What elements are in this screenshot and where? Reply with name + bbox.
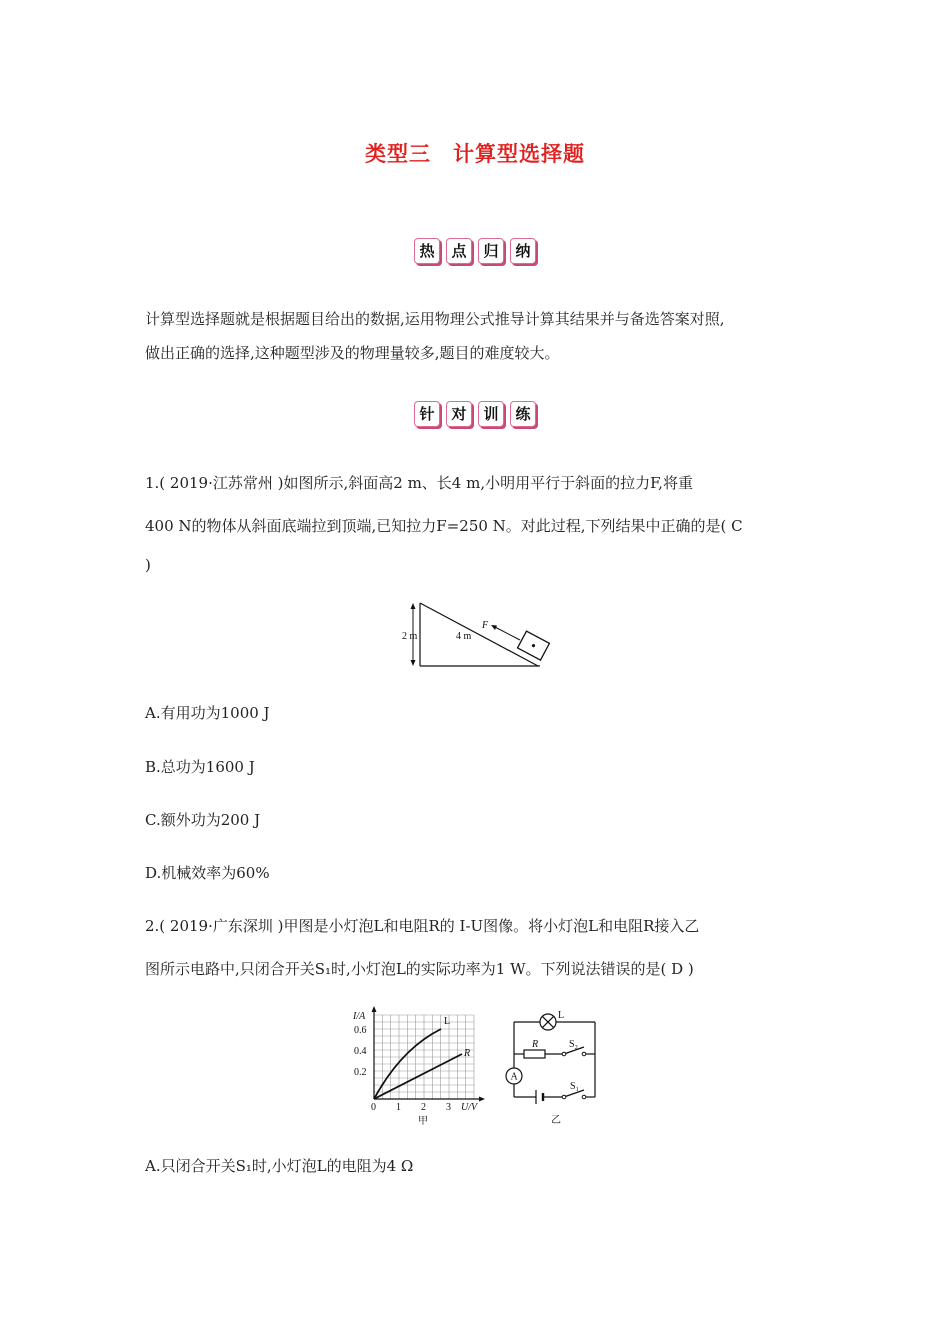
- battery-symbol: [536, 1090, 543, 1104]
- summary-char-1: 热: [414, 238, 440, 264]
- practice-char-1: 针: [414, 401, 440, 427]
- switch1-node-right: [582, 1095, 586, 1099]
- practice-char-3: 训: [478, 401, 504, 427]
- q2-line-2: 图所示电路中,只闭合开关S₁时,小灯泡L的实际功率为1 W。下列说法错误的是( D ): [145, 960, 694, 978]
- force-label: F: [482, 620, 489, 631]
- title-part2: 计算型选择题: [453, 142, 585, 166]
- y-tick-04: 0.4: [354, 1046, 367, 1057]
- title-part1: 类型三: [365, 142, 431, 166]
- intro-line-1: 计算型选择题就是根据题目给出的数据,运用物理公式推导计算其结果并与备选答案对照,: [145, 310, 725, 328]
- lamp-label: L: [558, 1010, 565, 1021]
- intro-line-2: 做出正确的选择,这种题型涉及的物理量较多,题目的难度较大。: [145, 344, 560, 362]
- x-tick-1: 1: [396, 1102, 401, 1113]
- switch2-label: S₂: [569, 1039, 579, 1050]
- q2-line-1: 2.( 2019·广东深圳 )甲图是小灯泡L和电阻R的 I-U图像。将小灯泡L和电阻R接入乙: [145, 917, 700, 935]
- q1-line-3: ): [145, 556, 151, 574]
- switch2-node-right: [582, 1052, 586, 1056]
- summary-char-4: 纳: [510, 238, 536, 264]
- resistor-label: R: [532, 1039, 539, 1050]
- q1-line-1: 1.( 2019·江苏常州 )如图所示,斜面高2 m、长4 m,小明用平行于斜面的拉力F,将重: [145, 474, 693, 492]
- q1-option-a: A.有用功为1000 J: [145, 704, 270, 722]
- summary-char-2: 点: [446, 238, 472, 264]
- x-axis-label: U/V: [461, 1102, 478, 1113]
- ammeter-label: A: [510, 1071, 518, 1083]
- circuit-diagram: [500, 1008, 605, 1130]
- curve-l-label: L: [444, 1016, 451, 1027]
- lamp-symbol: [540, 1014, 556, 1030]
- page-title: [0, 138, 950, 168]
- section-practice-heading: [0, 401, 950, 427]
- y-tick-02: 0.2: [354, 1067, 367, 1078]
- graph-caption: 甲: [418, 1116, 428, 1127]
- circuit-caption: 乙: [551, 1115, 561, 1126]
- incline-figure: [400, 598, 550, 670]
- q1-option-d: D.机械效率为60%: [145, 864, 270, 882]
- q1-option-b: B.总功为1600 J: [145, 758, 255, 776]
- x-tick-2: 2: [421, 1102, 426, 1113]
- section-summary-heading: [0, 238, 950, 264]
- q2-option-a: A.只闭合开关S₁时,小灯泡L的电阻为4 Ω: [145, 1157, 414, 1175]
- q1-option-c: C.额外功为200 J: [145, 811, 261, 829]
- line-r-label: R: [464, 1048, 471, 1059]
- practice-char-4: 练: [510, 401, 536, 427]
- height-label: 2 m: [402, 631, 418, 642]
- length-label: 4 m: [456, 631, 472, 642]
- switch1-node-left: [562, 1095, 566, 1099]
- q1-line-2: 400 N的物体从斜面底端拉到顶端,已知拉力F=250 N。对此过程,下列结果中正确的是( C: [145, 517, 743, 535]
- x-tick-3: 3: [446, 1102, 451, 1113]
- iu-graph: [345, 1005, 490, 1130]
- switch2-node-left: [562, 1052, 566, 1056]
- summary-char-3: 归: [478, 238, 504, 264]
- resistor-symbol: [524, 1050, 545, 1058]
- switch1-label: S₁: [570, 1081, 580, 1092]
- intro-paragraph: [145, 302, 805, 370]
- y-axis-label: I/A: [353, 1011, 366, 1022]
- block: [518, 631, 550, 660]
- y-tick-06: 0.6: [354, 1025, 367, 1036]
- practice-char-2: 对: [446, 401, 472, 427]
- x-tick-0: 0: [371, 1102, 376, 1113]
- graph-grid: [374, 1015, 474, 1099]
